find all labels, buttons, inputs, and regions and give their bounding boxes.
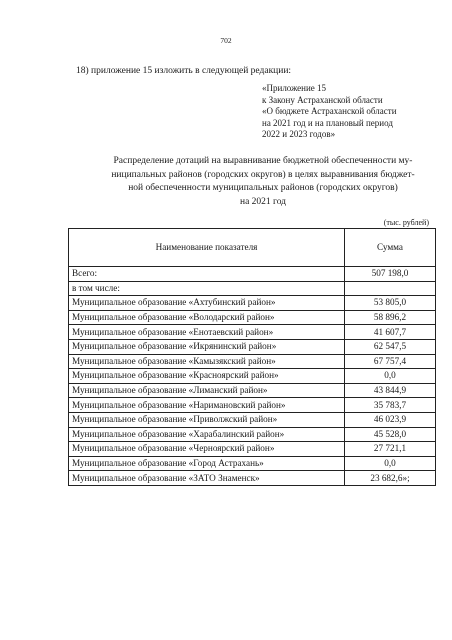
row-amount: 46 023,9	[345, 412, 436, 427]
table-row	[69, 398, 436, 413]
document-heading	[92, 155, 434, 209]
table-row	[69, 369, 436, 384]
appendix-line: 2022 и 2023 годов»	[262, 129, 336, 139]
row-amount: 58 896,2	[345, 310, 436, 325]
row-name: Муниципальное образование «Харабалинский район»	[69, 427, 345, 442]
row-name: Муниципальное образование «Володарский район»	[69, 310, 345, 325]
row-amount	[345, 281, 436, 296]
row-name: Муниципальное образование «ЗАТО Знаменск»	[69, 471, 345, 486]
row-amount: 507 198,0	[345, 267, 436, 282]
appendix-line: к Закону Астраханской области	[262, 94, 383, 105]
row-name: Муниципальное образование «Наримановский район»	[69, 398, 345, 413]
row-name: Всего:	[69, 267, 345, 282]
heading-line: ниципальных районов (городских округов) в целях выравнивания бюджет-	[111, 169, 415, 180]
row-amount: 0,0	[345, 369, 436, 384]
row-amount: 35 783,7	[345, 398, 436, 413]
table-row	[69, 442, 436, 457]
table-row	[69, 471, 436, 486]
table-row	[69, 456, 436, 471]
table-row	[69, 354, 436, 369]
row-name: Муниципальное образование «Ахтубинский район»	[69, 296, 345, 311]
column-header-amount: Сумма	[345, 229, 436, 267]
appendix-line: «Приложение 15	[262, 83, 327, 93]
row-amount: 43 844,9	[345, 383, 436, 398]
table-row	[69, 412, 436, 427]
table-header-row	[69, 229, 436, 267]
row-name: Муниципальное образование «Черноярский район»	[69, 442, 345, 457]
table-row	[69, 383, 436, 398]
appendix-reference	[262, 83, 397, 141]
units-label: (тыс. рублей)	[383, 218, 429, 227]
row-amount: 27 721,1	[345, 442, 436, 457]
row-name: Муниципальное образование «Красноярский район»	[69, 369, 345, 384]
heading-line: Распределение дотаций на выравнивание бюджетной обеспеченности му-	[113, 156, 413, 166]
heading-line: ной обеспеченности муниципальных районов (городских округов)	[128, 183, 398, 193]
page-number: 702	[220, 36, 232, 45]
table-row	[69, 325, 436, 340]
row-amount: 23 682,6»;	[345, 471, 436, 486]
row-name: в том числе:	[69, 281, 345, 296]
row-amount: 0,0	[345, 456, 436, 471]
subsidy-table	[68, 228, 436, 486]
column-header-name: Наименование показателя	[69, 229, 345, 267]
row-name: Муниципальное образование «Лиманский район»	[69, 383, 345, 398]
row-name: Муниципальное образование «Икрянинский район»	[69, 339, 345, 354]
table-row	[69, 310, 436, 325]
row-name: Муниципальное образование «Город Астрахань»	[69, 456, 345, 471]
intro-text: 18) приложение 15 изложить в следующей редакции:	[76, 66, 292, 76]
table-row	[69, 427, 436, 442]
row-name: Муниципальное образование «Камызякский район»	[69, 354, 345, 369]
row-name: Муниципальное образование «Приволжский район»	[69, 412, 345, 427]
row-amount: 41 607,7	[345, 325, 436, 340]
row-name: Муниципальное образование «Енотаевский район»	[69, 325, 345, 340]
row-amount: 62 547,5	[345, 339, 436, 354]
heading-line: на 2021 год	[239, 196, 287, 207]
table-row	[69, 281, 436, 296]
appendix-line: на 2021 год и на плановый период	[262, 117, 393, 128]
row-amount: 45 528,0	[345, 427, 436, 442]
row-amount: 53 805,0	[345, 296, 436, 311]
table-row	[69, 267, 436, 282]
table-body	[69, 267, 436, 486]
table-row	[69, 339, 436, 354]
appendix-line: «О бюджете Астраханской области	[262, 106, 397, 116]
row-amount: 67 757,4	[345, 354, 436, 369]
table-row	[69, 296, 436, 311]
